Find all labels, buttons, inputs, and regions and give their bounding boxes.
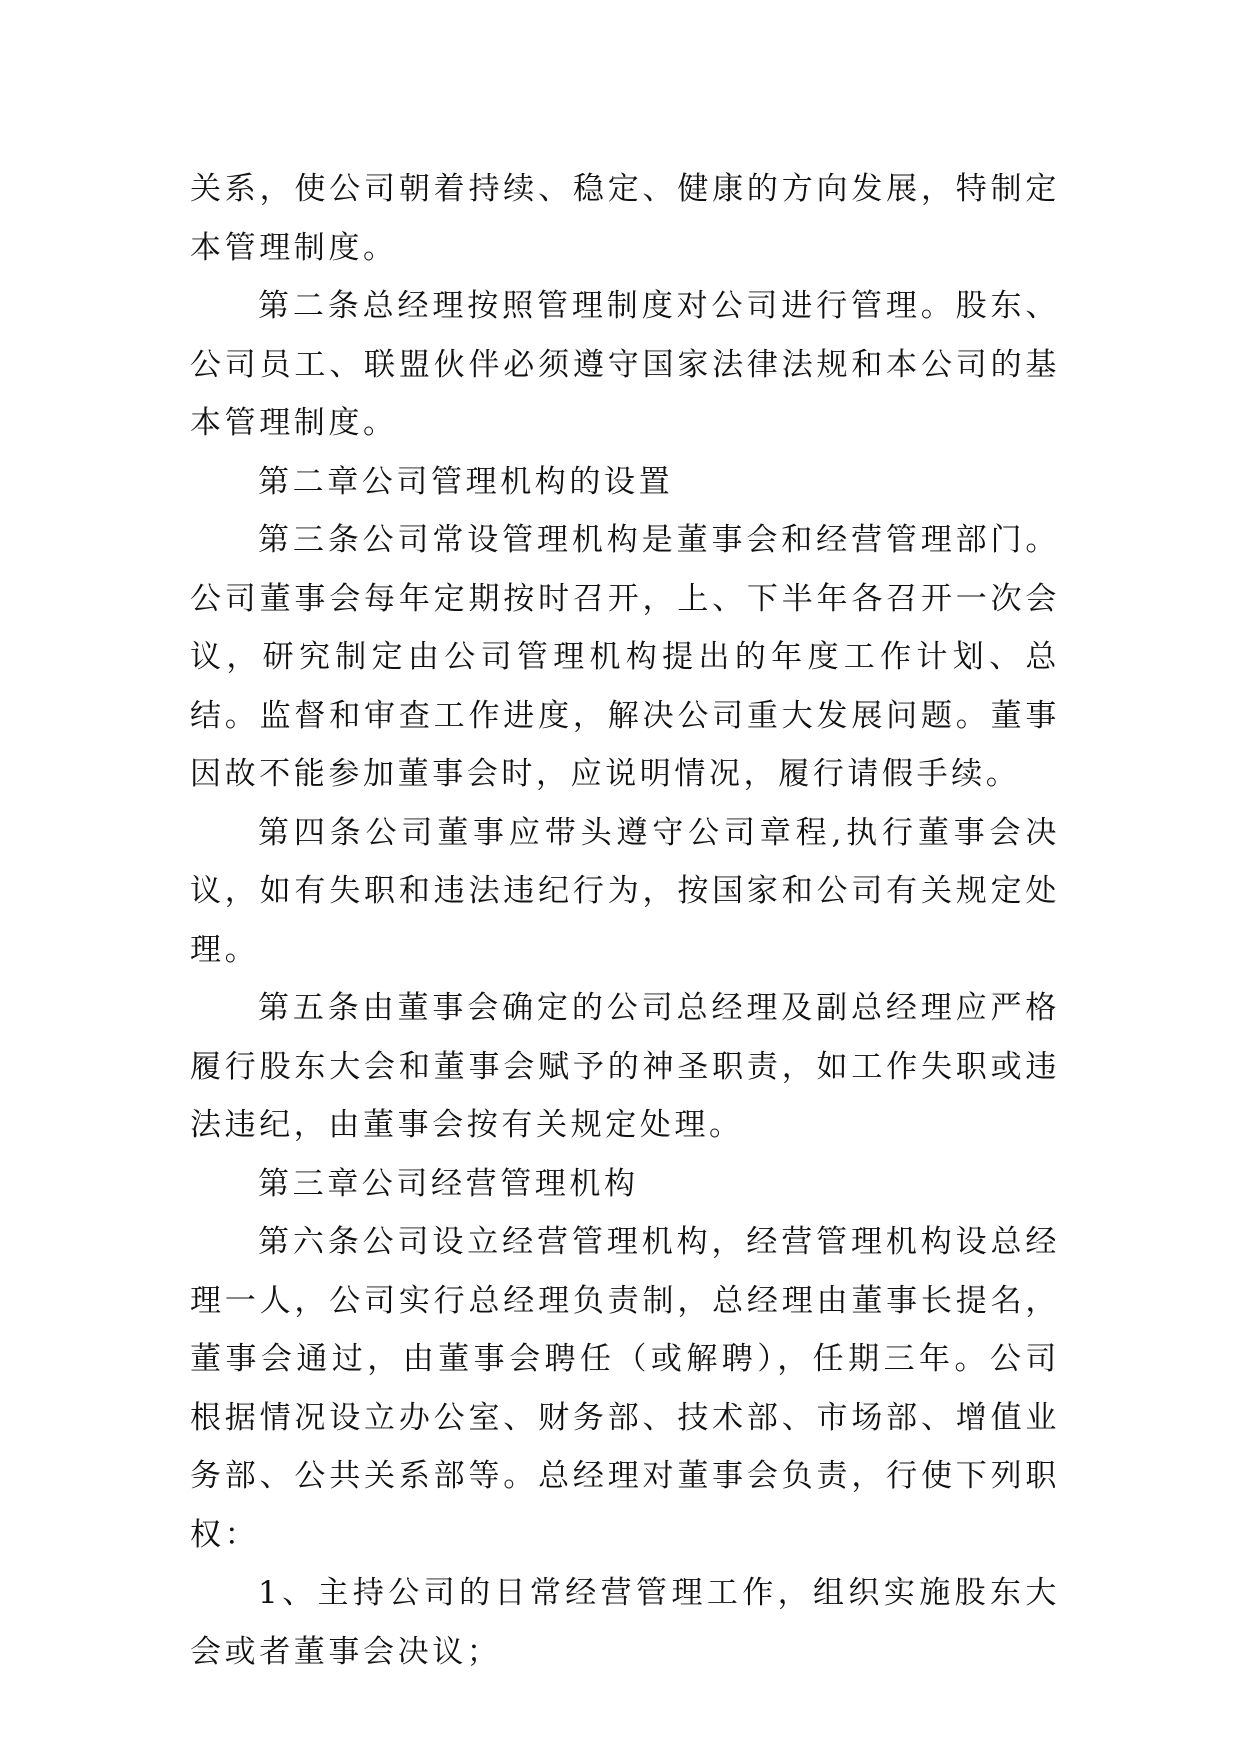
- paragraph-article-4: 第四条公司董事应带头遵守公司章程,执行董事会决议，如有失职和违法违纪行为，按国家和公司有关规定处理。: [190, 814, 1060, 968]
- paragraph-article-6: 第六条公司设立经营管理机构，经营管理机构设总经理一人，公司实行总经理负责制，总经理由董事长提名，董事会通过，由董事会聘任（或解聘），任期三年。公司根据情况设立办公室、财务部、技术部、市场部、增值业务部、公共关系部等。总经理对董事会负责，行使下列职权：: [190, 1224, 1060, 1553]
- chapter-2-heading: 第二章公司管理机构的设置: [258, 463, 674, 500]
- paragraph-article-3: 第三条公司常设管理机构是董事会和经营管理部门。公司董事会每年定期按时召开，上、下半年各召开一次会议，研究制定由公司管理机构提出的年度工作计划、总结。监督和审查工作进度，解决公司重大发展问题。董事因故不能参加董事会时，应说明情况，履行请假手续。: [190, 522, 1060, 792]
- paragraph-continuation: 关系，使公司朝着持续、稳定、健康的方向发展，特制定本管理制度。: [190, 171, 1060, 266]
- paragraph-article-2: 第二条总经理按照管理制度对公司进行管理。股东、公司员工、联盟伙伴必须遵守国家法律法规和本公司的基本管理制度。: [190, 288, 1060, 441]
- document-body: [190, 160, 1060, 1681]
- chapter-3-heading: 第三章公司经营管理机构: [258, 1165, 639, 1202]
- paragraph-article-5: 第五条由董事会确定的公司总经理及副总经理应严格履行股东大会和董事会赋予的神圣职责，如工作失职或违法违纪，由董事会按有关规定处理。: [190, 990, 1060, 1143]
- list-item-1: 1、主持公司的日常经营管理工作，组织实施股东大会或者董事会决议；: [190, 1575, 1060, 1670]
